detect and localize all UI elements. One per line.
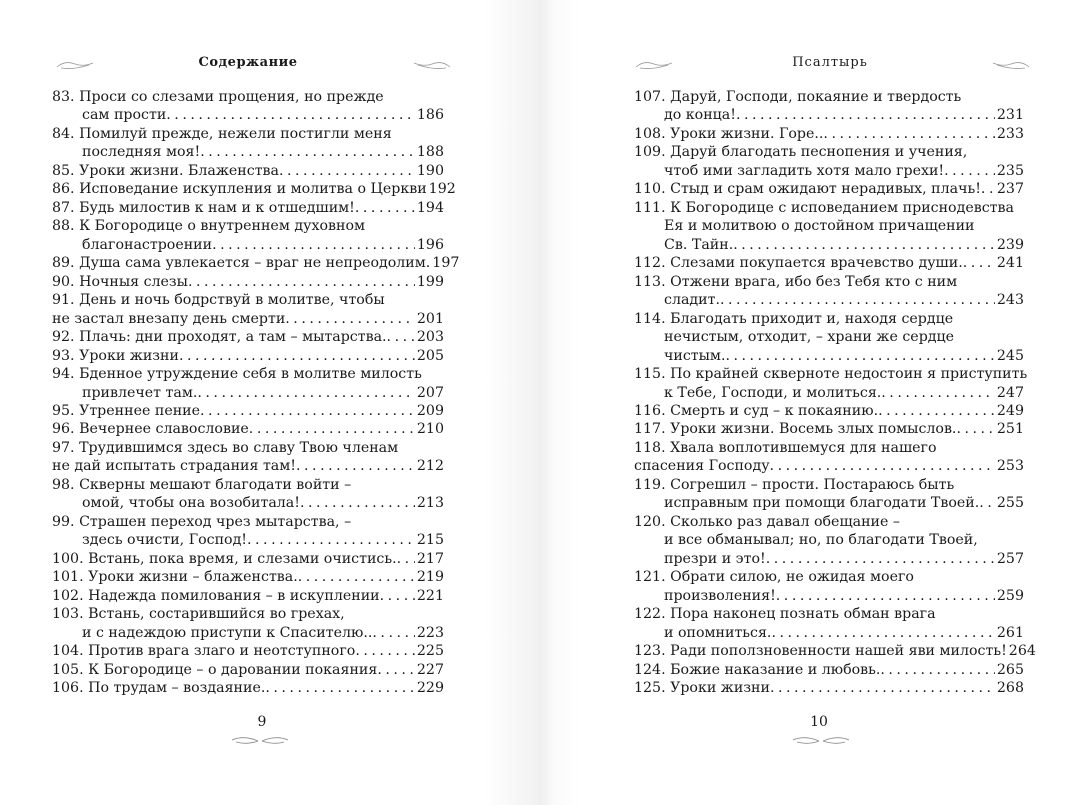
dot-leader: [188, 273, 415, 291]
toc-entry-page: 201: [416, 310, 444, 327]
toc-entry-last-line: [52, 587, 444, 605]
toc-entry-title: 120. Сколько раз давал обещание –: [634, 513, 901, 530]
toc-entry[interactable]: [634, 679, 1024, 697]
toc-entry-title: привлечет там.: [82, 384, 198, 401]
toc-entry-page: 261: [996, 624, 1024, 641]
dot-leader: [249, 420, 415, 438]
toc-entry[interactable]: [52, 439, 444, 476]
toc-entry-page: 237: [996, 181, 1024, 198]
toc-entry[interactable]: [52, 162, 444, 180]
toc-entry-title: и с надеждою приступи к Спасителю..: [82, 624, 373, 641]
dot-leader: [296, 457, 415, 475]
toc-entry-last-line: [52, 494, 444, 512]
toc-entry-title: 93. Уроки жизни: [52, 347, 179, 364]
toc-entry[interactable]: [52, 125, 444, 162]
toc-entry-last-line: [52, 550, 444, 568]
toc-entry-page: 259: [996, 587, 1024, 604]
toc-entry[interactable]: [634, 310, 1024, 365]
toc-entry-last-line: [634, 162, 1024, 180]
dot-leader: [736, 106, 995, 124]
toc-entry-title: 118. Хвала воплотившемуся для нашего: [634, 439, 937, 456]
toc-entry-title: 103. Встань, состарившийся во грехах,: [52, 606, 345, 623]
toc-entry-line: [634, 310, 1024, 328]
toc-entry[interactable]: [634, 642, 1036, 660]
toc-entry-line: [634, 568, 1024, 586]
toc-entry-page: 241: [996, 255, 1024, 272]
dot-leader: [878, 402, 995, 420]
toc-entry-title: 125. Уроки жизни: [634, 680, 770, 696]
dot-leader: [387, 328, 415, 346]
toc-entry-last-line: [52, 106, 444, 124]
toc-entry-line: [634, 217, 1024, 235]
toc-entry[interactable]: [52, 88, 444, 125]
toc-entry-page: 233: [996, 125, 1024, 142]
toc-entry-title: последняя моя!: [82, 144, 201, 161]
toc-entry-title: чистым.: [664, 347, 726, 364]
toc-entry-line: [634, 88, 1024, 106]
toc-entry-page: 197: [432, 255, 460, 272]
toc-entry-title: 105. К Богородице – о даровании покаяния: [52, 661, 378, 678]
toc-entry[interactable]: [634, 402, 1024, 420]
running-header: Псалтырь: [792, 55, 868, 70]
footer-ornament-icon: [791, 734, 851, 746]
toc-entry-title: Ея и молитвою о достойном причащении: [664, 218, 975, 235]
toc-entry-title: 102. Надежда помилования – в искуплении: [52, 587, 380, 604]
toc-entry[interactable]: [52, 513, 444, 550]
toc-entry-page: 268: [996, 680, 1024, 696]
toc-entry-title: спасения Господу: [634, 458, 770, 475]
toc-entry-last-line: [52, 531, 444, 549]
toc-entry-line: [634, 199, 1024, 217]
toc-entry-page: 199: [416, 273, 444, 290]
toc-entry[interactable]: [52, 328, 444, 346]
toc-entry-page: 210: [416, 421, 444, 438]
toc-entry-title: до конца!: [664, 107, 736, 124]
toc-entry-title: 109. Даруй благодать песнопения и учения,: [634, 144, 968, 161]
toc-entry-last-line: [634, 106, 1024, 124]
toc-entry-title: 110. Стыд и срам ожидают нерадивых, плачь!: [634, 181, 981, 198]
toc-entry-last-line: [52, 236, 444, 254]
toc-entry-title: 99. Страшен переход чрез мытарства, –: [52, 513, 352, 530]
toc-entry-title: к Тебе, Господи, и молиться.: [664, 384, 882, 401]
toc-entry[interactable]: [634, 125, 1024, 143]
dot-leader: [377, 661, 415, 679]
toc-entry-title: 112. Слезами покупается врачевство души.: [634, 255, 963, 272]
toc-entry[interactable]: [634, 199, 1024, 254]
toc-entry-line: [634, 328, 1024, 346]
toc-entry-page: 243: [996, 292, 1024, 309]
toc-entry[interactable]: [634, 568, 1024, 605]
toc-entry[interactable]: [634, 365, 1028, 402]
toc-entry-page: 247: [996, 384, 1024, 401]
toc-entry-page: 215: [416, 532, 444, 549]
dot-leader: [823, 125, 994, 143]
toc-entry-title: 83. Проси со слезами прощения, но прежде: [52, 89, 384, 105]
toc-entry-line: [52, 125, 444, 143]
toc-entry-page: 219: [416, 569, 444, 586]
toc-entry-last-line: [52, 679, 444, 697]
toc-entry-last-line: [634, 494, 1024, 512]
toc-entry-title: 106. По трудам – воздаяние.: [52, 680, 266, 696]
toc-entry-line: [634, 143, 1024, 161]
toc-entry-last-line: [52, 143, 444, 161]
toc-entry-last-line: [634, 384, 1024, 402]
toc-entry-title: 107. Даруй, Господи, покаяние и твердость: [634, 89, 962, 105]
toc-entry-title: 89. Душа сама увлекается – враг не непреодолим.: [52, 255, 431, 272]
dot-leader: [372, 624, 415, 642]
dot-leader: [766, 550, 995, 568]
dot-leader: [279, 162, 415, 180]
dot-leader: [265, 679, 415, 697]
toc-entry[interactable]: [634, 143, 1024, 180]
toc-entry-title: Св. Тайн.: [664, 236, 734, 253]
page-number: 9: [257, 714, 267, 730]
toc-entry-page: 186: [416, 107, 444, 124]
toc-entry-page: 245: [996, 347, 1024, 364]
toc-entry-last-line: [52, 642, 444, 660]
header-ornament-icon: [412, 58, 452, 72]
toc-entry-title: 96. Вечернее славословие: [52, 421, 249, 438]
toc-entry-last-line: [52, 310, 444, 328]
toc-entry-last-line: [634, 587, 1024, 605]
dot-leader: [981, 180, 995, 198]
toc-entry-last-line: [634, 642, 1036, 660]
dot-leader: [298, 568, 415, 586]
toc-entry-title: и все обманывал; но, по благодати Твоей,: [664, 532, 978, 549]
toc-entry-title: 90. Ночныя слезы: [52, 273, 188, 290]
toc-entry-last-line: [634, 236, 1024, 254]
toc-entry-title: 122. Пора наконец познать обман врага: [634, 606, 936, 623]
toc-entry-last-line: [634, 420, 1024, 438]
toc-entry-last-line: [634, 254, 1024, 272]
dot-leader: [166, 106, 415, 124]
toc-entry-last-line: [634, 180, 1024, 198]
dot-leader: [200, 402, 415, 420]
toc-entry-last-line: [634, 347, 1024, 365]
toc-entry-last-line: [52, 420, 444, 438]
toc-entry-title: 85. Уроки жизни. Блаженства: [52, 162, 279, 179]
toc-entry-page: 223: [416, 624, 444, 641]
toc-entry-line: [52, 439, 444, 457]
dot-leader: [771, 624, 994, 642]
toc-entry-title: и опомниться.: [664, 624, 772, 641]
toc-entry-page: 235: [996, 162, 1024, 179]
toc-entry-last-line: [52, 384, 444, 402]
toc-entry[interactable]: [52, 273, 444, 291]
toc-entry[interactable]: [52, 568, 444, 586]
toc-entry[interactable]: [52, 605, 444, 642]
toc-entry-title: 94. Бденное утруждение себя в молитве милость: [52, 366, 422, 383]
page-number: 10: [810, 714, 828, 730]
toc-entry[interactable]: [52, 679, 444, 697]
right-page: [539, 0, 1078, 805]
toc-entry-page: 229: [416, 680, 444, 696]
toc-entry-page: 207: [416, 384, 444, 401]
toc-entry-title: исправным при помощи благодати Твоей.: [664, 495, 980, 512]
running-header: Содержание: [198, 55, 298, 70]
dot-leader: [720, 291, 995, 309]
toc-entry[interactable]: [52, 550, 444, 568]
toc-entry-title: не дай испытать страдания там!: [52, 458, 297, 475]
toc-entry-title: 117. Уроки жизни. Восемь злых помыслов.: [634, 421, 957, 438]
toc-entry-page: 196: [416, 236, 444, 253]
toc-entry-last-line: [52, 180, 456, 198]
toc-entry[interactable]: [52, 180, 456, 198]
toc-entry-page: 194: [416, 199, 444, 216]
toc-entry-title: 124. Божие наказание и любовь.: [634, 661, 881, 678]
dot-leader: [880, 661, 995, 679]
toc-entry-last-line: [52, 162, 444, 180]
dot-leader: [247, 531, 415, 549]
toc-entry[interactable]: [634, 420, 1024, 438]
toc-entry-last-line: [634, 550, 1024, 568]
toc-entry-title: 115. По крайней скверноте недостоин я приступить: [634, 366, 1028, 383]
toc-entry-title: 95. Утреннее пение: [52, 402, 201, 419]
toc-entry-line: [52, 365, 444, 383]
dot-leader: [212, 236, 415, 254]
toc-entry-page: 190: [416, 162, 444, 179]
toc-entry-title: 100. Встань, пока время, и слезами очистись.: [52, 550, 397, 567]
toc-entry-last-line: [52, 347, 444, 365]
toc-entry[interactable]: [52, 199, 444, 217]
toc-entry-line: [634, 531, 1024, 549]
toc-entry-title: 116. Смерть и суд – к покаянию.: [634, 402, 879, 419]
dot-leader: [300, 494, 415, 512]
toc-entry-title: сам прости: [82, 107, 167, 124]
toc-entry-last-line: [634, 457, 1024, 475]
toc-entry[interactable]: [52, 291, 444, 328]
header-ornament-icon: [991, 58, 1031, 72]
toc-entry[interactable]: [634, 254, 1024, 272]
toc-entry-title: 91. День и ночь бодрствуй в молитве, чтобы: [52, 292, 385, 309]
toc-entry-line: [52, 217, 444, 235]
toc-entry[interactable]: [52, 347, 444, 365]
dot-leader: [380, 587, 415, 605]
toc-entry-page: 264: [1008, 643, 1036, 660]
table-of-contents: [634, 88, 1036, 697]
toc-entry-page: 249: [996, 402, 1024, 419]
toc-entry-line: [634, 476, 1024, 494]
toc-entry-title: не застал внезапу день смерти: [52, 310, 286, 327]
toc-entry-page: 192: [428, 181, 456, 198]
toc-entry-last-line: [52, 624, 444, 642]
dot-leader: [397, 550, 415, 568]
dot-leader: [285, 310, 415, 328]
toc-entry[interactable]: [634, 661, 1024, 679]
toc-entry-page: 231: [996, 107, 1024, 124]
toc-entry-title: 92. Плачь: дни проходят, а там – мытарства.: [52, 329, 387, 346]
toc-entry-line: [634, 273, 1024, 291]
dot-leader: [944, 162, 995, 180]
toc-entry[interactable]: [52, 217, 444, 254]
toc-entry-title: 101. Уроки жизни – блаженства.: [52, 569, 298, 586]
table-of-contents: [52, 88, 460, 697]
toc-entry-page: 221: [416, 587, 444, 604]
toc-entry-last-line: [52, 254, 460, 272]
toc-entry-page: 265: [996, 661, 1024, 678]
toc-entry[interactable]: [634, 439, 1024, 476]
toc-entry-page: 209: [416, 402, 444, 419]
toc-entry-title: 88. К Богородице о внутреннем духовном: [52, 218, 366, 235]
toc-entry-title: 108. Уроки жизни. Горе..: [634, 125, 824, 142]
toc-entry-line: [634, 439, 1024, 457]
toc-entry[interactable]: [52, 365, 444, 402]
toc-entry-page: 257: [996, 550, 1024, 567]
dot-leader: [725, 347, 994, 365]
toc-entry-line: [634, 605, 1024, 623]
toc-entry-line: [634, 365, 1028, 383]
toc-entry-title: презри и это!: [664, 550, 766, 567]
toc-entry-last-line: [52, 661, 444, 679]
toc-entry-last-line: [634, 661, 1024, 679]
toc-entry-last-line: [634, 125, 1024, 143]
dot-leader: [179, 347, 415, 365]
dot-leader: [963, 254, 995, 272]
toc-entry-last-line: [52, 457, 444, 475]
toc-entry[interactable]: [52, 402, 444, 420]
toc-entry-title: 121. Обрати силою, не ожидая моего: [634, 569, 914, 586]
toc-entry-line: [52, 291, 444, 309]
dot-leader: [355, 199, 415, 217]
toc-entry-last-line: [52, 328, 444, 346]
toc-entry-page: 205: [416, 347, 444, 364]
toc-entry[interactable]: [52, 642, 444, 660]
toc-entry-page: 227: [416, 661, 444, 678]
toc-entry-title: 87. Будь милостив к нам и к отшедшим!: [52, 199, 355, 216]
toc-entry-title: 98. Скверны мешают благодати войти –: [52, 476, 352, 493]
toc-entry-title: 111. К Богородице с исповеданием приснодевства: [634, 199, 1014, 216]
toc-entry[interactable]: [52, 661, 444, 679]
toc-entry-title: нечистым, отходит, – храни же сердце: [664, 329, 955, 346]
dot-leader: [979, 494, 995, 512]
toc-entry-line: [52, 605, 444, 623]
toc-entry-last-line: [634, 402, 1024, 420]
toc-entry-line: [52, 513, 444, 531]
toc-entry-last-line: [52, 402, 444, 420]
toc-entry-title: 113. Отжени врага, ибо без Тебя кто с ним: [634, 273, 958, 290]
toc-entry-title: 104. Против врага злаго и неотступного: [52, 643, 356, 660]
dot-leader: [770, 457, 995, 475]
toc-entry[interactable]: [634, 88, 1024, 125]
toc-entry-page: 239: [996, 236, 1024, 253]
toc-entry-title: здесь очисти, Господ!: [82, 532, 248, 549]
dot-leader: [197, 384, 415, 402]
toc-entry-line: [634, 513, 1024, 531]
toc-entry-title: 114. Благодать приходит и, находя сердце: [634, 310, 954, 327]
toc-entry-page: 213: [416, 495, 444, 512]
toc-entry-last-line: [52, 199, 444, 217]
footer-ornament-icon: [230, 734, 290, 746]
toc-entry-title: сладит.: [664, 292, 720, 309]
toc-entry[interactable]: [634, 273, 1024, 310]
toc-entry-title: 84. Помилуй прежде, нежели постигли меня: [52, 125, 392, 142]
toc-entry-page: 255: [996, 495, 1024, 512]
dot-leader: [881, 384, 995, 402]
toc-entry-last-line: [634, 679, 1024, 697]
toc-entry-title: произволения!: [664, 587, 776, 604]
dot-leader: [776, 587, 995, 605]
toc-entry-page: 253: [996, 458, 1024, 475]
toc-entry-page: 251: [996, 421, 1024, 438]
toc-entry[interactable]: [634, 180, 1024, 198]
toc-entry-last-line: [52, 568, 444, 586]
toc-entry[interactable]: [52, 587, 444, 605]
toc-entry[interactable]: [634, 513, 1024, 568]
toc-entry-title: омой, чтобы она возобитала!: [82, 495, 300, 512]
toc-entry-last-line: [634, 624, 1024, 642]
toc-entry-title: 119. Согрешил – прости. Постараюсь быть: [634, 476, 955, 493]
toc-entry-title: благонастроении: [82, 236, 213, 253]
dot-leader: [355, 642, 415, 660]
toc-entry-last-line: [634, 291, 1024, 309]
toc-entry[interactable]: [634, 476, 1024, 513]
toc-entry-title: 97. Трудившимся здесь во славу Твою членам: [52, 439, 399, 456]
dot-leader: [200, 143, 415, 161]
toc-entry[interactable]: [52, 476, 444, 513]
toc-entry-page: 212: [416, 458, 444, 475]
dot-leader: [956, 420, 994, 438]
toc-entry-page: 188: [416, 144, 444, 161]
toc-entry-line: [52, 476, 444, 494]
toc-entry-title: чтоб ими загладить хотя мало грехи!: [664, 162, 945, 179]
toc-entry-page: 203: [416, 329, 444, 346]
toc-entry-page: 217: [416, 550, 444, 567]
dot-leader: [733, 236, 995, 254]
toc-entry-title: 123. Ради поползновенности нашей яви милость!: [634, 643, 1007, 660]
dot-leader: [770, 679, 995, 697]
toc-entry-last-line: [52, 273, 444, 291]
toc-entry-page: 225: [416, 643, 444, 660]
toc-entry-line: [52, 88, 444, 106]
toc-entry[interactable]: [52, 254, 460, 272]
toc-entry[interactable]: [52, 420, 444, 438]
toc-entry[interactable]: [634, 605, 1024, 642]
toc-entry-title: 86. Исповедание искупления и молитва о Церкви: [52, 181, 427, 198]
